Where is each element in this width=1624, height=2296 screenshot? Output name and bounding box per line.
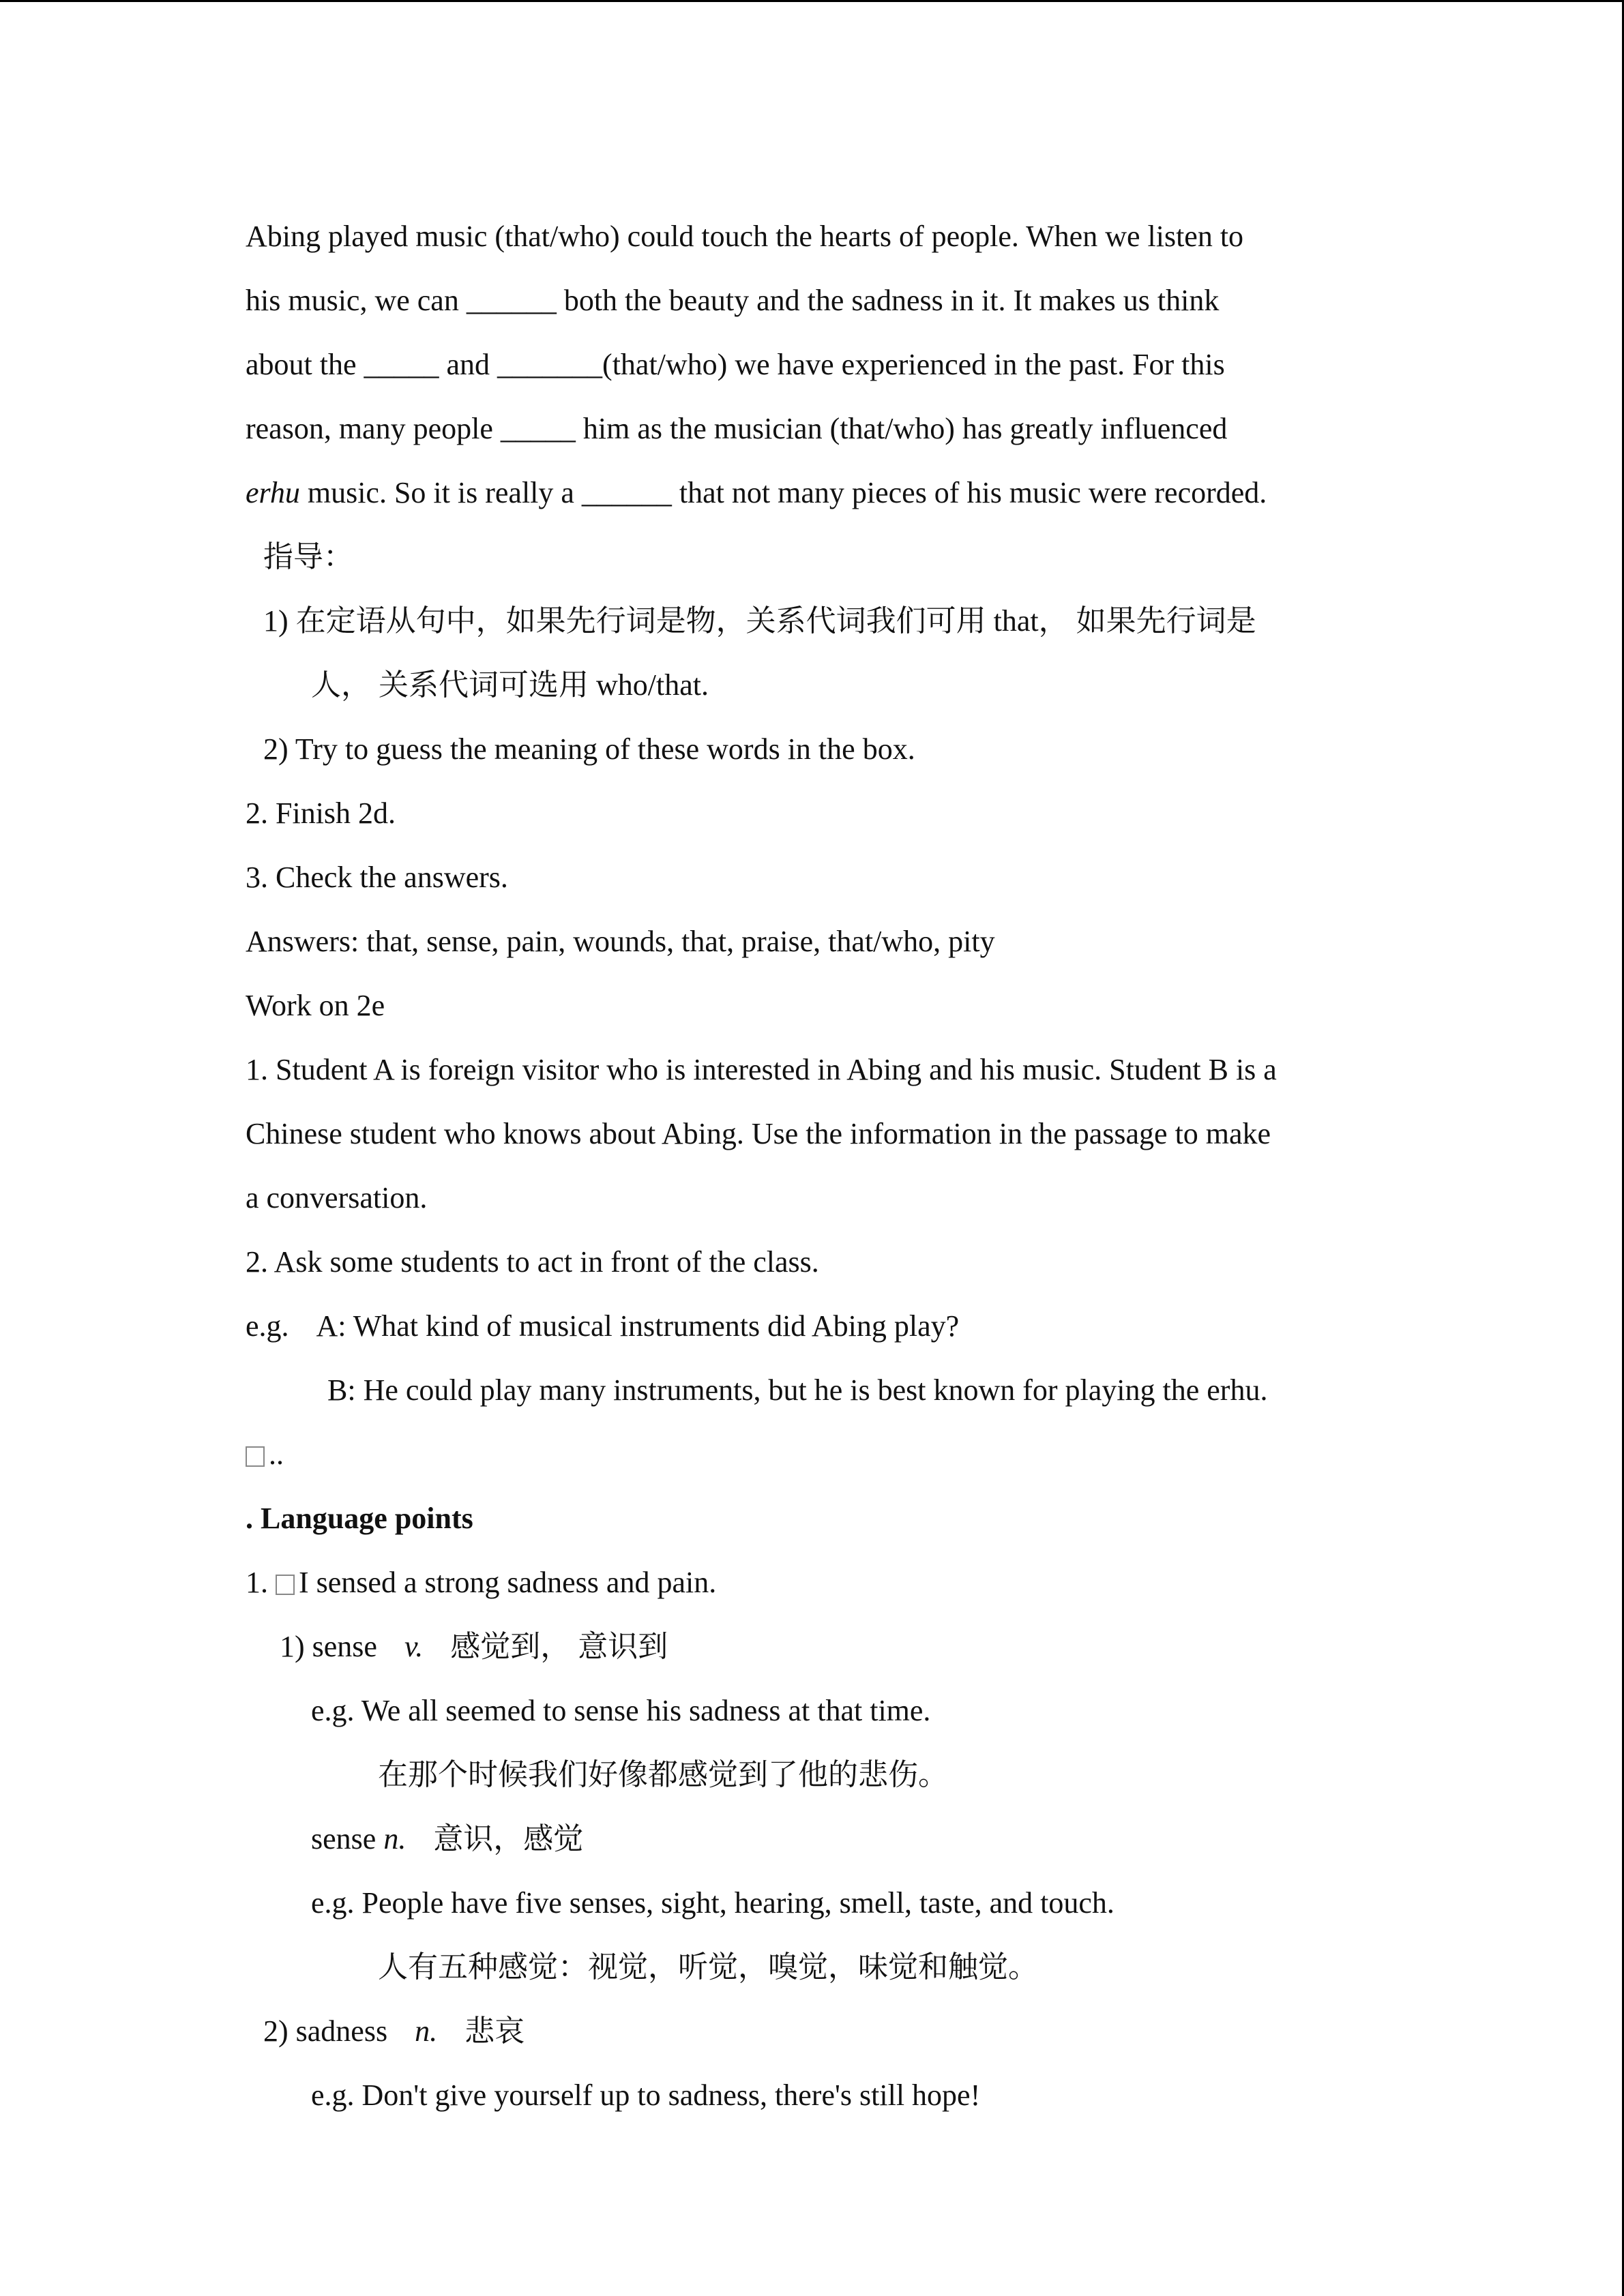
example-2-chinese: 人有五种感觉：视觉，听觉，嗅觉，味觉和触觉。 xyxy=(378,1950,1038,1984)
point-1-text: I sensed a strong sadness and pain. xyxy=(299,1566,717,1599)
sadness-noun-meaning: 悲哀 xyxy=(464,2014,525,2048)
step-check-answers: 3. Check the answers. xyxy=(246,861,508,894)
point-1-prefix: 1. xyxy=(246,1566,268,1599)
example-1-chinese: 在那个时候我们好像都感觉到了他的悲伤。 xyxy=(378,1758,948,1791)
top-border-rule xyxy=(0,0,1624,2)
sadness-noun-pos: n. xyxy=(415,2014,438,2048)
guide-item-2: 2) Try to guess the meaning of these words in the box. xyxy=(263,732,915,766)
guide-item-1-line-1: 1) 在定语从句中，如果先行词是物，关系代词我们可用 that， 如果先行词是 xyxy=(263,604,1256,638)
example-3: e.g. Don't give yourself up to sadness, there's still hope! xyxy=(311,2078,981,2112)
answers-line: Answers: that, sense, pain, wounds, that, praise, that/who, pity xyxy=(246,925,995,958)
point-1 xyxy=(246,1551,1391,1615)
paragraph-line-5 xyxy=(246,461,1391,525)
sense-verb-entry xyxy=(246,1615,1391,1679)
step-finish-2d: 2. Finish 2d. xyxy=(246,796,396,830)
eg-label: e.g. xyxy=(246,1309,289,1343)
example-a-line xyxy=(246,1294,1391,1358)
sense-noun-meaning: 意识，感觉 xyxy=(433,1822,584,1855)
guide-title: 指导： xyxy=(263,540,353,573)
example-1: e.g. We all seemed to sense his sadness at that time. xyxy=(311,1694,931,1727)
sense-noun-pos: n. xyxy=(383,1822,407,1855)
missing-glyph-box-icon xyxy=(276,1575,295,1595)
sense-noun-word: sense xyxy=(311,1822,377,1855)
italic-word-erhu: erhu xyxy=(246,476,300,509)
sense-verb-pos: v. xyxy=(404,1630,424,1663)
document-page xyxy=(246,205,1391,2128)
paragraph-line-4: reason, many people _____ him as the musician (that/who) has greatly influenced xyxy=(246,412,1228,445)
example-2: e.g. People have five senses, sight, hearing, smell, taste, and touch. xyxy=(311,1886,1114,1920)
task-1-line-2: Chinese student who knows about Abing. Use the information in the passage to make xyxy=(246,1117,1271,1150)
sense-verb-meaning: 感觉到， 意识到 xyxy=(450,1630,668,1663)
sadness-noun-word: 2) sadness xyxy=(263,2014,388,2048)
paragraph-line-1: Abing played music (that/who) could touch the hearts of people. When we listen to xyxy=(246,220,1244,253)
paragraph-line-2: his music, we can ______ both the beauty and the sadness in it. It makes us think xyxy=(246,284,1220,317)
task-2: 2. Ask some students to act in front of the class. xyxy=(246,1245,819,1279)
work-heading: Work on 2e xyxy=(246,989,385,1022)
example-b-text: B: He could play many instruments, but he is best known for playing the erhu. xyxy=(327,1373,1268,1407)
sadness-noun-entry xyxy=(246,1999,1391,2063)
paragraph-line-5-rest: music. So it is really a ______ that not many pieces of his music were recorded. xyxy=(299,476,1267,509)
paragraph-line-3: about the _____ and _______(that/who) we have experienced in the past. For this xyxy=(246,348,1225,381)
task-1-line-3: a conversation. xyxy=(246,1181,428,1214)
missing-glyph-box-icon xyxy=(246,1446,265,1467)
guide-item-1-line-2: 人， 关系代词可选用 who/that. xyxy=(311,668,709,702)
section-marker xyxy=(246,1422,1391,1487)
section-marker-suffix: .. xyxy=(269,1437,284,1471)
sense-noun-entry xyxy=(246,1807,1391,1871)
example-b-line xyxy=(246,1358,1391,1422)
example-a-text: A: What kind of musical instruments did Abing play? xyxy=(316,1309,960,1343)
sense-verb-word: 1) sense xyxy=(280,1630,377,1663)
task-1-line-1: 1. Student A is foreign visitor who is interested in Abing and his music. Student B is a xyxy=(246,1053,1277,1086)
language-points-heading: . Language points xyxy=(246,1502,473,1535)
